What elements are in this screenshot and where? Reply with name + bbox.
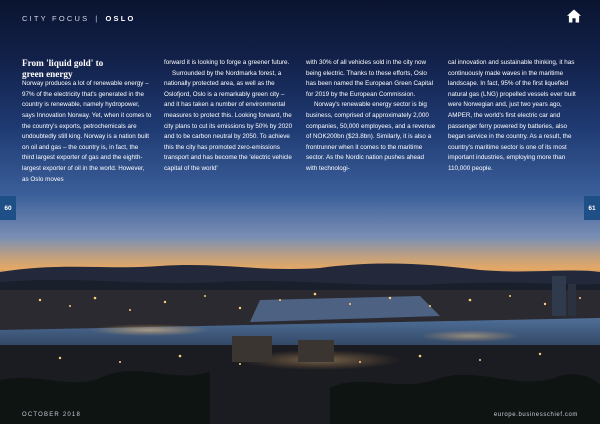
paragraph: forward it is looking to forge a greener future. — [164, 59, 290, 66]
city-label: OSLO — [105, 13, 136, 23]
article-column-4 — [448, 58, 578, 185]
website-url[interactable]: europe.businesschief.com — [493, 412, 578, 418]
issue-date: OCTOBER 2018 — [22, 412, 81, 418]
article-body — [22, 58, 578, 185]
article-column-3 — [306, 58, 436, 185]
article-column-1 — [22, 58, 152, 185]
paragraph: Surrounded by the Nordmarka forest, a nationally protected area, as well as the Oslofjord, Oslo is a remarkably green city – and it has taken a number of environmental measures to protect this. Looking forward, the city plans to cut its emissions by 50% by 2020 and to be carbon neutral by 2050. To achieve this the city has promoted zero-emissions transport and has become the 'electric vehicle capital of the world' — [164, 69, 293, 172]
page-number-left: 60 — [0, 196, 16, 220]
headline-line-1: From 'liquid gold' to — [22, 58, 104, 68]
home-icon[interactable] — [566, 8, 582, 24]
section-label: CITY FOCUS — [22, 13, 90, 23]
paragraph: Norway produces a lot of renewable energy – 97% of the electricity that's generated in the country is renewable, namely hydropower, says Innovation Norway. Yet, when it comes to the country's exports, petrochemicals are undoubtedly still king. Norway is a nation built on oil and gas – the country is, in fact, the third largest exporter of gas and the eighth-largest exporter of oil in the world. However, as Oslo moves — [22, 80, 152, 183]
paragraph: with 30% of all vehicles sold in the city now being electric. Thanks to these efforts, Oslo has been named the European Green Capital for 2019 by the European Commission. — [306, 59, 434, 98]
article-column-2 — [164, 58, 294, 185]
paragraph: Norway's renewable energy sector is big business, comprised of approximately 2,000 companies, 50,000 employees, and a revenue of NOK200bn ($23.8bn). Similarly, it is also a frontrunner when it comes to the maritime sector. As the Nordic nation pushes ahead with technologi- — [306, 101, 436, 172]
section-header — [22, 12, 136, 24]
paragraph: cal innovation and sustainable thinking, it has continuously made waves in the maritime landscape. In fact, 95% of the first liquefied natural gas (LNG) propelled vessels ever built were Norwegian and, just two years ago, AMPER, the world's first electric car and passenger ferry powered by batteries, also began service in the country. As a result, the country's maritime sector is one of its most important industries, employing more than 110,000 people. — [448, 59, 576, 172]
headline-line-2: green energy — [22, 68, 73, 79]
article-headline — [22, 58, 152, 79]
header-separator: | — [95, 13, 100, 23]
page-number-right: 61 — [584, 196, 600, 220]
